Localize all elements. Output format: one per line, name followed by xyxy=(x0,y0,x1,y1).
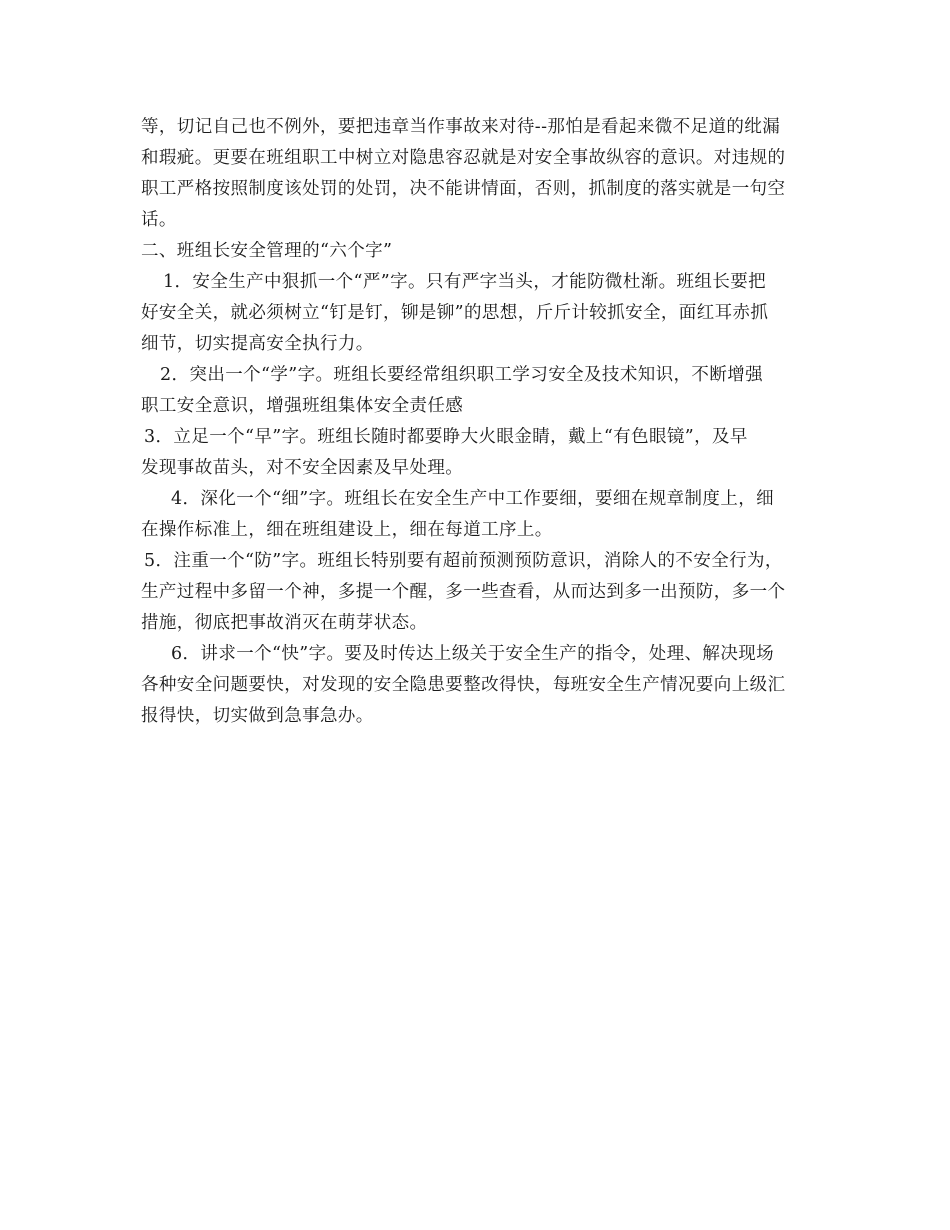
item-3-line: 3．立足一个“早”字。班组长随时都要睁大火眼金睛，戴上“有色眼镜”，及早 xyxy=(144,427,748,447)
item-6-line: 各种安全问题要快，对发现的安全隐患要整改得快，每班安全生产情况要向上级汇 xyxy=(141,675,786,695)
section-heading: 二、班组长安全管理的“六个字” xyxy=(141,241,393,261)
item-6-line: 6．讲求一个“快”字。要及时传达上级关于安全生产的指令，处理、解决现场 xyxy=(171,644,775,664)
item-2-line: 职工安全意识，增强班组集体安全责任感 xyxy=(141,396,464,416)
item-1-line: 好安全关，就必须树立“钉是钉，铆是铆”的思想，斤斤计较抓安全，面红耳赤抓 xyxy=(141,303,769,323)
item-3-line: 发现事故苗头，对不安全因素及早处理。 xyxy=(141,458,464,478)
document-body xyxy=(141,112,821,732)
item-2-line: 2．突出一个“学”字。班组长要经常组织职工学习安全及技术知识，不断增强 xyxy=(160,365,764,385)
item-6-line: 报得快，切实做到急事急办。 xyxy=(141,706,374,726)
item-4-line: 4．深化一个“细”字。班组长在安全生产中工作要细，要细在规章制度上，细 xyxy=(171,489,775,509)
item-1-line: 细节，切实提高安全执行力。 xyxy=(141,334,374,354)
item-5-line: 措施，彻底把事故消灭在萌芽状态。 xyxy=(141,613,428,633)
item-1-line: 1．安全生产中狠抓一个“严”字。只有严字当头，才能防微杜渐。班组长要把 xyxy=(163,272,767,292)
item-4-line: 在操作标准上，细在班组建设上，细在每道工序上。 xyxy=(141,520,553,540)
item-5-line: 生产过程中多留一个神，多提一个醒，多一些查看，从而达到多一出预防，多一个 xyxy=(141,582,786,602)
item-5-line: 5．注重一个“防”字。班组长特别要有超前预测预防意识，消除人的不安全行为， xyxy=(144,551,783,571)
paragraph-line: 话。 xyxy=(141,210,177,230)
paragraph-line: 和瑕疵。更要在班组职工中树立对隐患容忍就是对安全事故纵容的意识。对违规的 xyxy=(141,148,786,168)
paragraph-line: 等，切记自己也不例外，要把违章当作事故来对待--那怕是看起来微不足道的纰漏 xyxy=(141,117,781,137)
paragraph-line: 职工严格按照制度该处罚的处罚，决不能讲情面，否则，抓制度的落实就是一句空 xyxy=(141,179,786,199)
